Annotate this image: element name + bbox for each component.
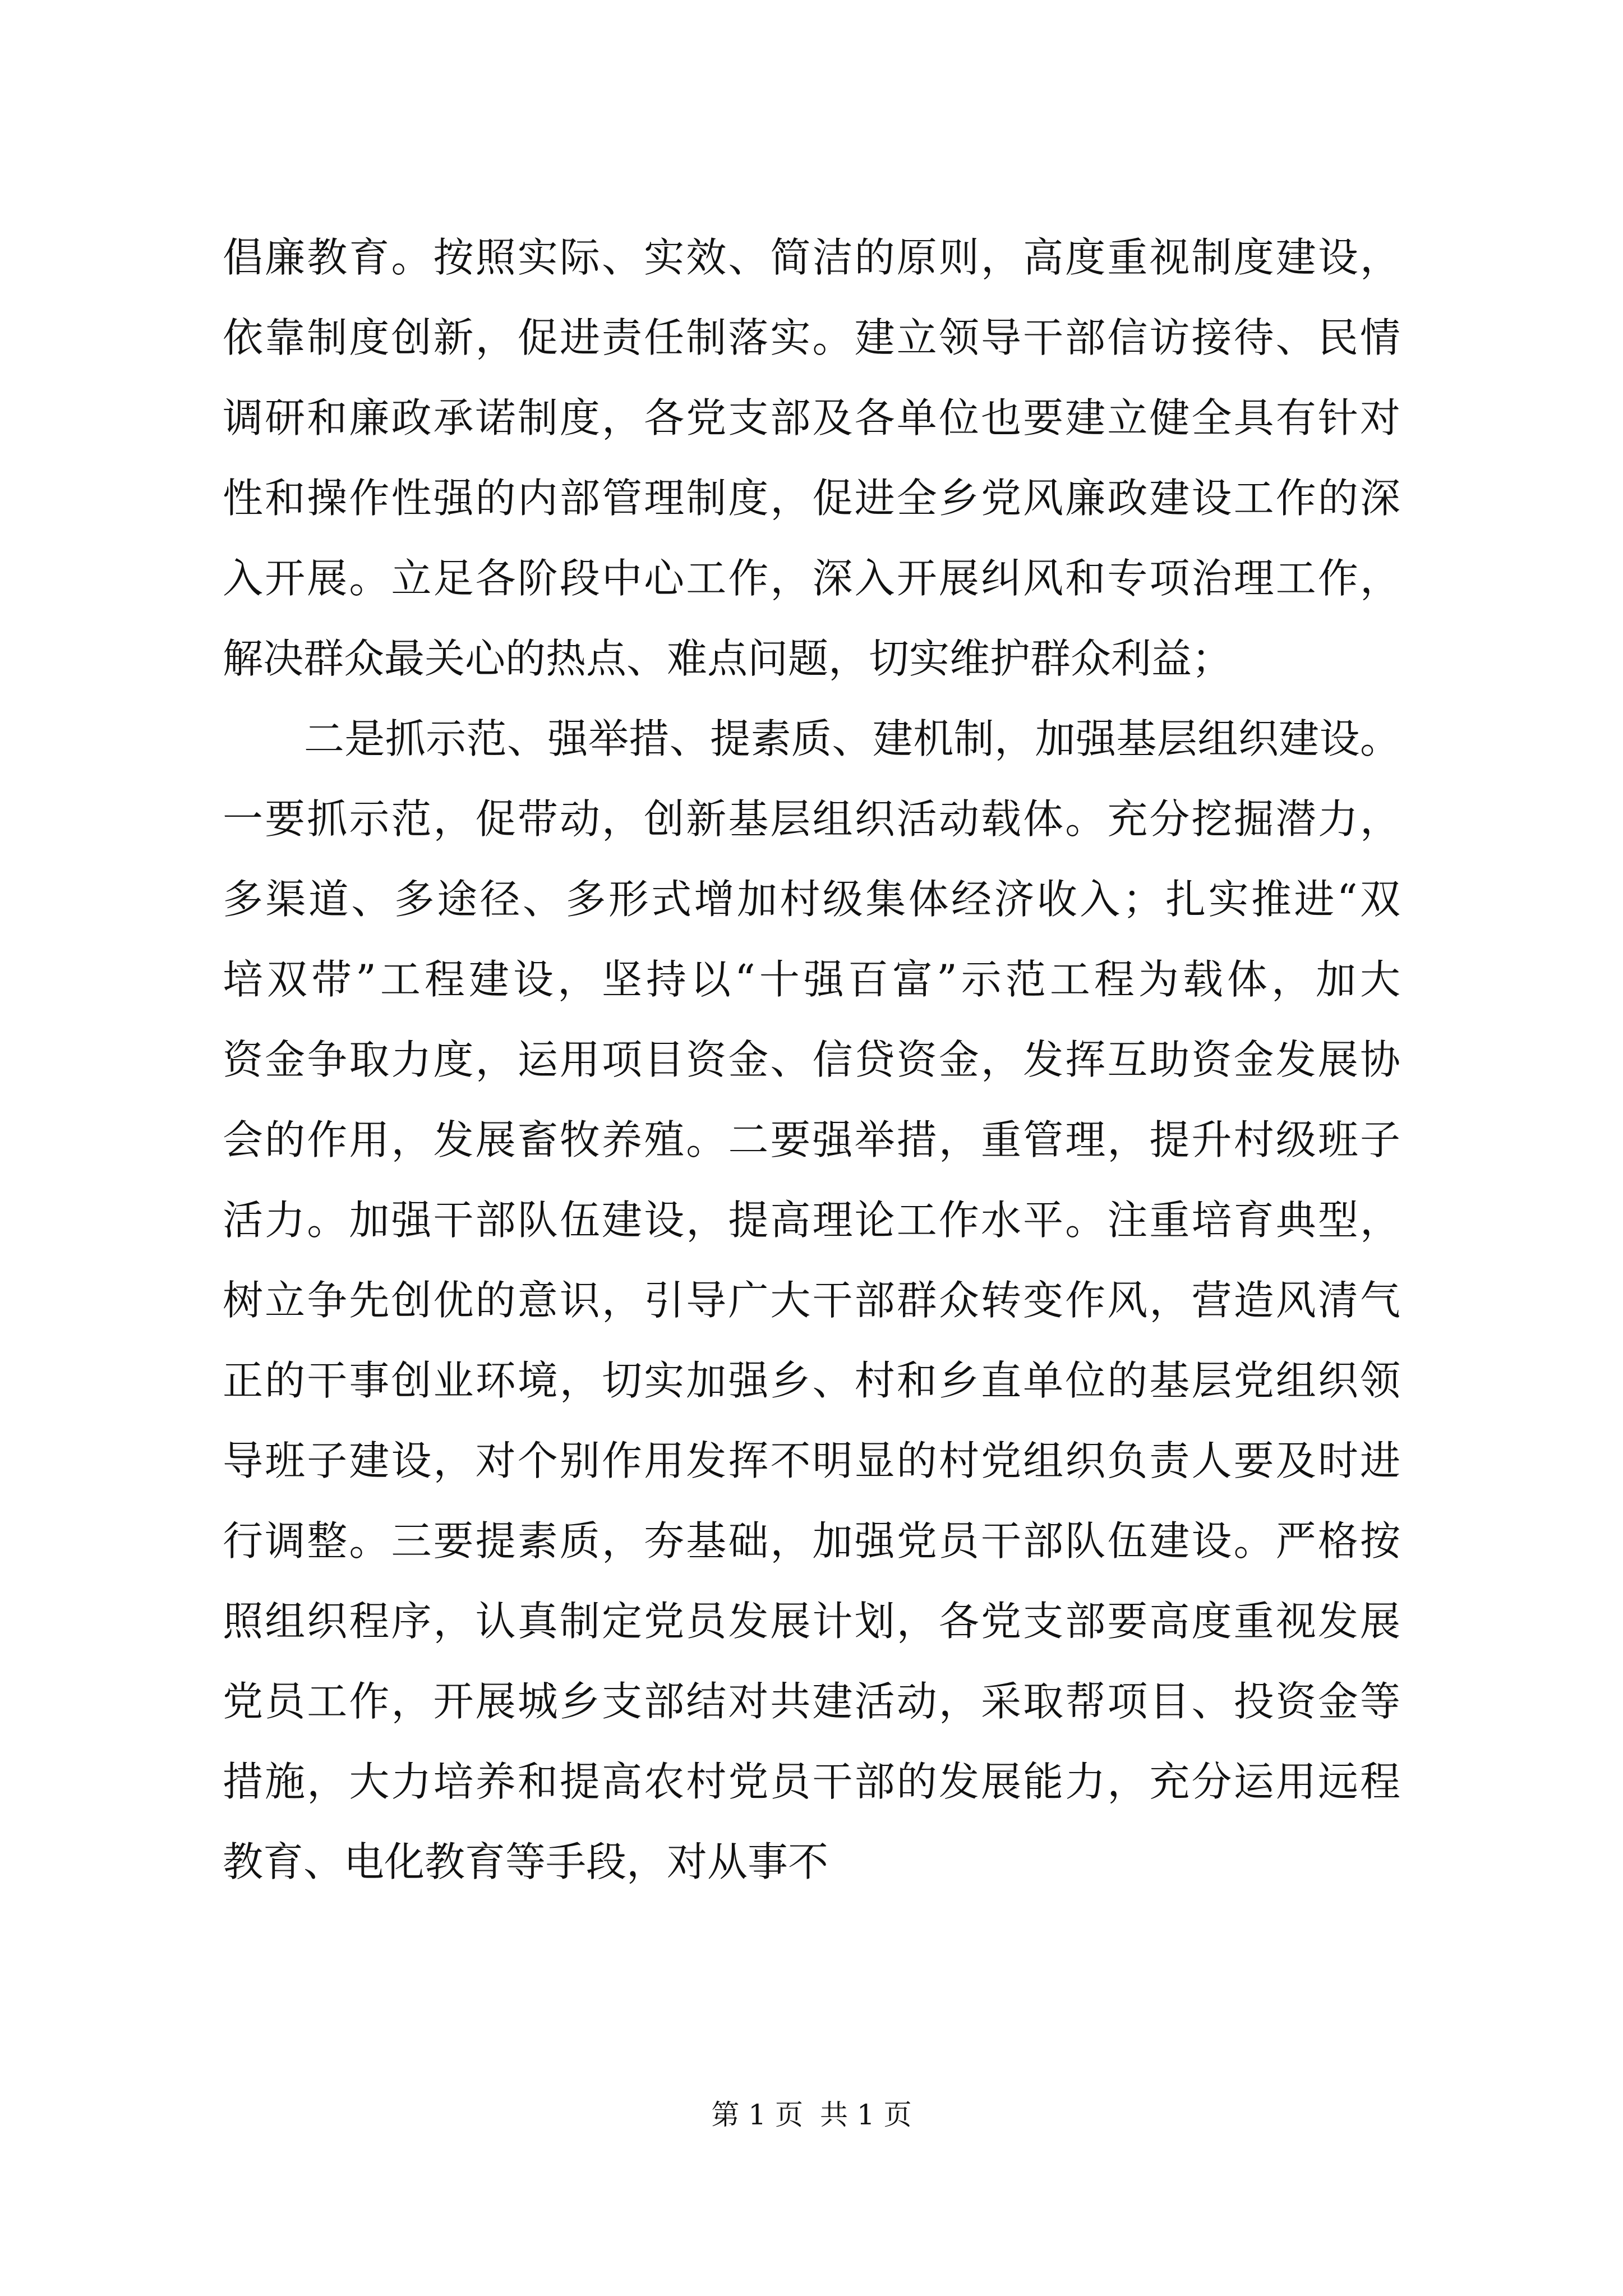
text-line: 正的干事创业环境，切实加强乡、村和乡直单位的基层党组织领	[223, 1357, 1400, 1404]
text-line: 教育、电化教育等手段，对从事不	[223, 1838, 829, 1885]
text-line: 一要抓示范，促带动，创新基层组织活动载体。充分挖掘潜力，	[223, 795, 1400, 843]
page-total: 共 1 页	[820, 2099, 912, 2131]
text-line: 解决群众最关心的热点、难点问题，切实维护群众利益；	[223, 635, 1233, 682]
text-line: 会的作用，发展畜牧养殖。二要强举措，重管理，提升村级班子	[223, 1116, 1400, 1163]
text-line: 依靠制度创新，促进责任制落实。建立领导干部信访接待、民情	[223, 314, 1400, 361]
text-line: 行调整。三要提素质，夯基础，加强党员干部队伍建设。严格按	[223, 1517, 1400, 1565]
page-number: 第 1 页	[711, 2099, 803, 2131]
text-line: 培双带”工程建设，坚持以“十强百富”示范工程为载体，加大	[223, 956, 1400, 1003]
text-line: 照组织程序，认真制定党员发展计划，各党支部要高度重视发展	[223, 1598, 1400, 1645]
page-footer	[0, 2095, 1623, 2134]
text-line: 活力。加强干部队伍建设，提高理论工作水平。注重培育典型，	[223, 1197, 1400, 1244]
text-line: 二是抓示范、强举措、提素质、建机制，加强基层组织建设。	[223, 715, 1400, 762]
text-line: 调研和廉政承诺制度，各党支部及各单位也要建立健全具有针对	[223, 394, 1400, 441]
text-line: 入开展。立足各阶段中心工作，深入开展纠风和专项治理工作，	[223, 555, 1400, 602]
text-line: 资金争取力度，运用项目资金、信贷资金，发挥互助资金发展协	[223, 1036, 1400, 1083]
text-line: 多渠道、多途径、多形式增加村级集体经济收入；扎实推进“双	[223, 876, 1400, 923]
text-line: 措施，大力培养和提高农村党员干部的发展能力，充分运用远程	[223, 1758, 1400, 1805]
text-line: 党员工作，开展城乡支部结对共建活动，采取帮项目、投资金等	[223, 1678, 1400, 1725]
body-text	[223, 218, 1400, 1902]
text-line: 树立争先创优的意识，引导广大干部群众转变作风，营造风清气	[223, 1277, 1400, 1324]
text-line: 导班子建设，对个别作用发挥不明显的村党组织负责人要及时进	[223, 1437, 1400, 1484]
text-line: 性和操作性强的内部管理制度，促进全乡党风廉政建设工作的深	[223, 475, 1400, 522]
text-line: 倡廉教育。按照实际、实效、简洁的原则，高度重视制度建设，	[223, 234, 1400, 281]
